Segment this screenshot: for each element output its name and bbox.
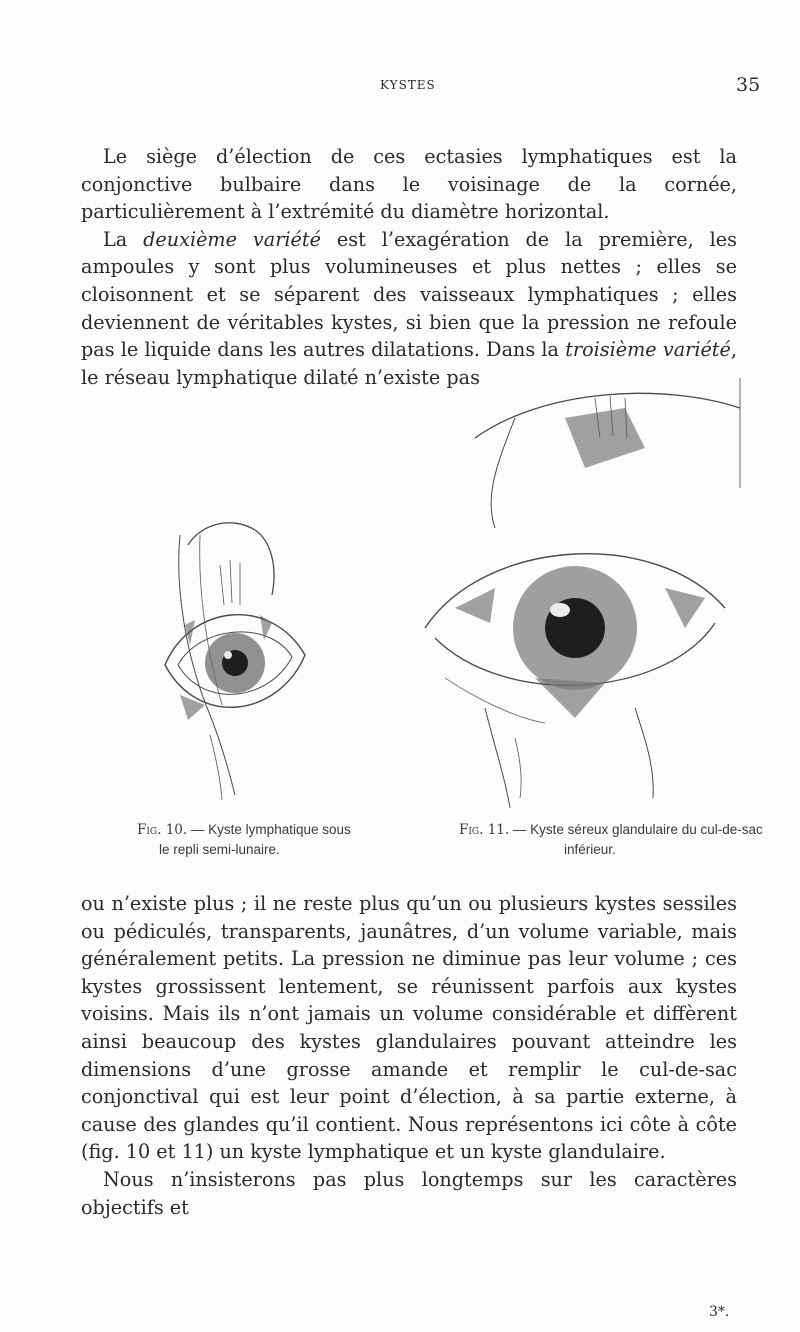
figure-11-caption bbox=[459, 820, 779, 860]
figure-10-caption-line-2: le repli semi-lunaire. bbox=[159, 842, 280, 857]
p2-emphasis-1: deuxième variété bbox=[143, 227, 321, 251]
paragraph-2 bbox=[81, 226, 737, 392]
figure-10-eye-illustration bbox=[160, 505, 310, 805]
bottom-text bbox=[81, 890, 737, 1221]
p2-part-b: est l’exagération de la première, les ampoules y sont plus volumineuses et plus nettes ; elles se cloisonnent et se séparent des vaisseaux lymphatiques ; elles deviennent de véritables kystes, si bien que la pression ne refoule pas le liquide dans les autres dilatations. Dans la bbox=[81, 227, 738, 362]
paragraph-4: Nous n’insisterons pas plus longtemps sur les caractères objectifs et bbox=[81, 1167, 737, 1219]
figure-10-label: Fig. 10. bbox=[137, 822, 188, 838]
p2-part-c: , le réseau lymphatique dilaté n’existe pas bbox=[81, 338, 737, 389]
top-text bbox=[81, 143, 737, 391]
p2-emphasis-2: troisième variété bbox=[565, 338, 731, 362]
figure-11-caption-line-2: inférieur. bbox=[564, 842, 616, 857]
page-number: 35 bbox=[736, 74, 761, 96]
page-header bbox=[0, 74, 800, 108]
figure-11-eye-illustration bbox=[395, 378, 760, 808]
figure-10-caption-line-1: — Kyste lymphatique sous bbox=[187, 822, 351, 837]
p2-part-a: La bbox=[103, 227, 144, 251]
paragraph-1: Le siège d’élection de ces ectasies lymphatiques est la conjonctive bulbaire dans le voisinage de la cornée, particulièrement à l’extrémité du diamètre horizontal. bbox=[81, 145, 737, 224]
figure-11-label: Fig. 11. bbox=[459, 822, 510, 838]
figure-11-caption-line-1: — Kyste séreux glandulaire du cul-de-sac bbox=[509, 822, 763, 837]
figure-10-caption bbox=[137, 820, 437, 860]
running-head: KYSTES bbox=[380, 78, 436, 92]
signature-mark: 3*. bbox=[709, 1304, 730, 1320]
paragraph-3: ou n’existe plus ; il ne reste plus qu’un ou plusieurs kystes sessiles ou pédiculés, transparents, jaunâtres, d’un volume variable, mais généralement petits. La pression ne diminue pas leur volume ; ces kystes grossissent lentement, se réunissent parfois aux kystes voisins. Mais ils n’ont jamais un volume considérable et diffèrent ainsi beaucoup des kystes glandulaires pouvant atteindre les dimensions d’une grosse amande et remplir le cul-de-sac conjonctival qui est leur point d’élection, à sa partie externe, à cause des glandes qu’il contient. Nous représentons ici côte à côte (fig. 10 et 11) un kyste lymphatique et un kyste glandulaire. bbox=[81, 892, 737, 1164]
